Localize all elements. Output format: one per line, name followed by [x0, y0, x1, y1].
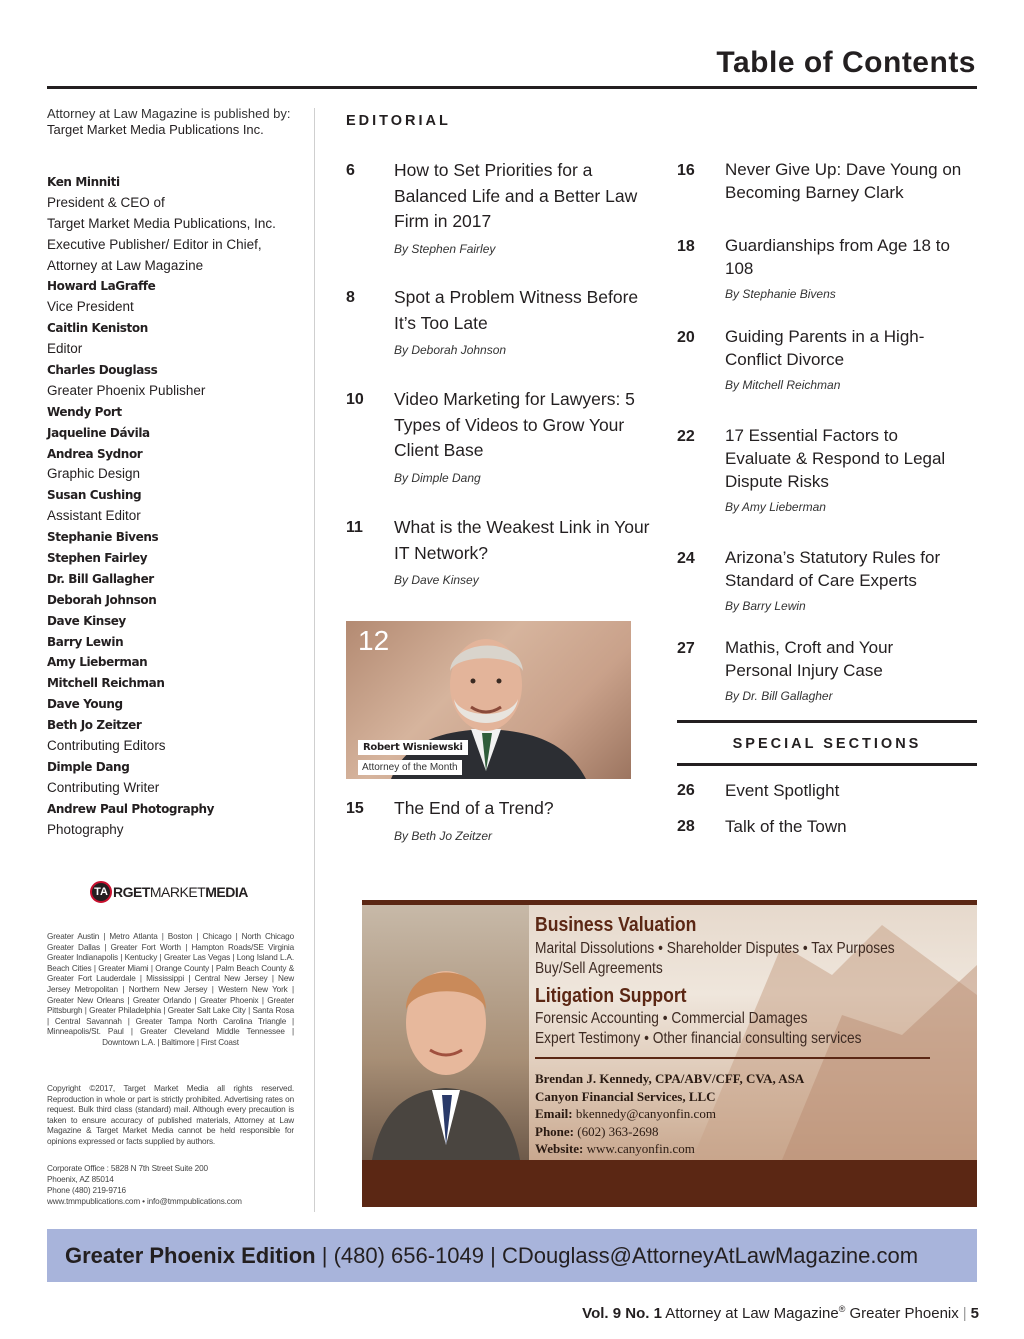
banner-edition: Greater Phoenix Edition	[65, 1243, 316, 1268]
staff-name: Stephanie Bivens	[47, 530, 159, 545]
toc-title-line: Evaluate & Respond to Legal	[725, 449, 946, 468]
toc-title	[725, 636, 985, 682]
ad-contact-company: Canyon Financial Services, LLC	[535, 1088, 716, 1104]
special-title: Event Spotlight	[725, 781, 840, 800]
toc-title-line: Guiding Parents in a High-	[725, 327, 925, 346]
toc-title-line: Types of Videos to Grow Your	[394, 414, 625, 435]
toc-title	[725, 424, 985, 493]
feature-name: Robert Wisniewski	[358, 740, 468, 755]
banner-email[interactable]: CDouglass@AttorneyAtLawMagazine.com	[501, 1243, 919, 1268]
banner-separator-1: |	[315, 1243, 334, 1268]
staff-name: Andrea Sydnor	[47, 446, 143, 461]
staff-name: Ken Minniti	[47, 175, 120, 189]
staff-role: Attorney at Law Magazine	[47, 257, 204, 273]
ad-contact-name: Brendan J. Kennedy, CPA/ABV/CFF, CVA, ASA	[535, 1071, 805, 1086]
special-sections-heading: SPECIAL SECTIONS	[732, 736, 922, 752]
column-divider	[314, 108, 315, 1212]
toc-title-line: 108	[725, 259, 754, 278]
staff-name: Caitlin Keniston	[47, 321, 148, 336]
ad-email-label: Email:	[535, 1106, 573, 1121]
ad-divider	[535, 1057, 930, 1059]
logo-mark: TA	[90, 881, 112, 903]
staff-name: Deborah Johnson	[47, 592, 157, 607]
corporate-office	[47, 1164, 294, 1208]
toc-page-number: 16	[677, 162, 695, 179]
toc-title-line: Dispute Risks	[725, 472, 829, 491]
toc-byline: By Stephanie Bivens	[725, 287, 836, 301]
toc-title	[725, 325, 985, 371]
toc-title-line: Client Base	[394, 440, 484, 460]
special-top-rule	[677, 720, 977, 723]
staff-name: Barry Lewin	[47, 634, 124, 649]
toc-byline: By Dave Kinsey	[394, 573, 479, 587]
special-title: Talk of the Town	[725, 817, 847, 836]
toc-title-line: Spot a Problem Witness Before	[394, 287, 639, 307]
advertiser-portrait	[362, 905, 529, 1160]
ad-heading-litigation: Litigation Support	[535, 985, 687, 1007]
staff-role: Contributing Editors	[47, 738, 166, 754]
copyright-notice: Copyright ©2017, Target Market Media all rights reserved. Reproduction in whole or part is strictly prohibited. Advertising rates on request. Bulk third class (standard) mail. Although every precaution is taken to ensure accuracy of published materials, Attorney at Law Magazine & Target Market Media cannot be held responsible for opinions expressed or facts supplied by authors.	[47, 1084, 294, 1146]
toc-title	[725, 234, 985, 280]
banner-text	[65, 1229, 918, 1282]
toc-title-line: Firm in 2017	[394, 211, 492, 231]
special-page-number: 28	[677, 818, 695, 835]
toc-title-line: Arizona’s Statutory Rules for	[725, 548, 941, 567]
publisher-info	[47, 106, 307, 138]
toc-title	[394, 796, 664, 822]
logo-word-3: MEDIA	[205, 884, 248, 900]
toc-page-number: 11	[346, 519, 363, 536]
edition-banner	[47, 1229, 977, 1282]
footer-magazine: Attorney at Law Magazine	[665, 1305, 839, 1322]
staff-role: Graphic Design	[47, 466, 141, 482]
staff-role: President & CEO of	[47, 194, 165, 210]
toc-page-number: 20	[677, 329, 695, 346]
toc-byline: By Barry Lewin	[725, 599, 806, 613]
toc-title-line: Balanced Life and a Better Law	[394, 185, 638, 206]
toc-title-line: The End of a Trend?	[394, 798, 554, 818]
footer-separator: |	[962, 1305, 967, 1322]
footer-region: Greater Phoenix	[849, 1305, 959, 1322]
staff-name: Susan Cushing	[47, 488, 142, 503]
target-market-media-logo	[90, 878, 248, 906]
toc-title	[725, 546, 985, 592]
staff-name: Stephen Fairley	[47, 551, 148, 566]
toc-byline: By Stephen Fairley	[394, 241, 496, 256]
toc-page-number: 22	[677, 428, 695, 445]
ad-valuation-line-1: Marital Dissolutions • Shareholder Disputes • Tax Purposes	[535, 940, 895, 957]
staff-role: Photography	[47, 821, 124, 837]
staff-name: Dimple Dang	[47, 759, 130, 774]
ad-phone: (602) 363-2698	[577, 1123, 659, 1139]
toc-title-line: Never Give Up: Dave Young on	[725, 160, 962, 179]
staff-name: Dave Kinsey	[47, 613, 126, 628]
toc-page-number: 10	[346, 391, 364, 408]
staff-name: Mitchell Reichman	[47, 676, 165, 691]
toc-title-line: Video Marketing for Lawyers: 5	[394, 389, 635, 409]
logo-word-1: RGET	[113, 884, 150, 900]
ad-contact	[535, 1070, 804, 1158]
staff-role: Editor	[47, 341, 83, 357]
banner-phone: (480) 656-1049	[333, 1243, 485, 1268]
office-web: www.tmmpublications.com • info@tmmpublications.com	[47, 1197, 242, 1206]
toc-page-number: 6	[346, 162, 355, 179]
staff-name: Amy Lieberman	[47, 655, 148, 670]
office-city: Phoenix, AZ 85014	[47, 1175, 114, 1184]
toc-title-line: Guardianships from Age 18 to	[725, 236, 950, 255]
feature-subtitle: Attorney of the Month	[358, 760, 462, 775]
toc-title-line: IT Network?	[394, 542, 489, 563]
staff-role: Vice President	[47, 299, 134, 315]
toc-byline: By Amy Lieberman	[725, 500, 826, 514]
staff-role: Contributing Writer	[47, 779, 160, 795]
special-bottom-rule	[677, 763, 977, 766]
canyon-financial-ad	[362, 900, 977, 1207]
staff-name: Jaqueline Dávila	[47, 425, 150, 440]
toc-title	[725, 158, 985, 204]
toc-byline: By Dr. Bill Gallagher	[725, 689, 833, 703]
advertiser-photo	[362, 905, 529, 1160]
footer-volume: Vol. 9 No. 1	[582, 1305, 662, 1322]
toc-title-line: Mathis, Croft and Your	[725, 638, 894, 657]
page-title: Table of Contents	[716, 46, 976, 79]
toc-byline: By Mitchell Reichman	[725, 378, 841, 392]
markets-list: Greater Austin | Metro Atlanta | Boston | Chicago | North Chicago Greater Dallas | Greater Fort Worth | Hampton Roads/SE Virginia Greater Indianapolis | Kentucky | Greater Las Vegas | Long Island L.A. Beach Cities | Greater Miami | Orange County | Palm Beach County & Greater Fort Lauderdale | Mississippi | Central New Jersey | New Jersey Metropolitan | Northern New Jersey | Western New York | Greater New Orleans | Greater Orlando | Greater Phoenix | Greater Pittsburgh | Greater Philadelphia | Greater Salt Lake City | Santa Rosa | Central Savannah | Greater Tampa North Carolina Triangle | Minneapolis/St. Paul | Greater Cleveland Middle Tennessee | Downtown L.A. | Baltimore | First Coast	[47, 932, 294, 1047]
publisher-intro: Attorney at Law Magazine is published by:	[47, 106, 291, 121]
toc-title-line: How to Set Priorities for a	[394, 160, 593, 180]
staff-name: Andrew Paul Photography	[47, 801, 215, 816]
feature-page-number: 12	[358, 625, 390, 656]
staff-name: Charles Douglass	[47, 363, 158, 378]
staff-name: Dave Young	[47, 697, 123, 712]
toc-title	[394, 387, 664, 464]
ad-heading-valuation: Business Valuation	[535, 914, 697, 936]
toc-byline: By Beth Jo Zeitzer	[394, 828, 493, 843]
toc-byline: By Dimple Dang	[394, 470, 481, 485]
toc-page-number: 27	[677, 640, 695, 657]
toc-page-number: 24	[677, 550, 695, 567]
toc-title	[394, 515, 664, 566]
staff-role: Greater Phoenix Publisher	[47, 382, 206, 398]
ad-email[interactable]: bkennedy@canyonfin.com	[575, 1106, 716, 1121]
page-footer	[582, 1304, 979, 1322]
staff-name: Beth Jo Zeitzer	[47, 718, 142, 733]
toc-page-number: 18	[677, 238, 695, 255]
special-page-number: 26	[677, 782, 695, 799]
staff-name: Dr. Bill Gallagher	[47, 571, 154, 586]
staff-name: Howard LaGraffe	[47, 279, 156, 294]
staff-role: Assistant Editor	[47, 508, 141, 524]
banner-separator-2: |	[484, 1243, 502, 1268]
logo-word-2: MARKET	[149, 884, 206, 900]
toc-page-number: 8	[346, 289, 355, 306]
toc-title-line: Personal Injury Case	[725, 661, 883, 680]
toc-title-line: Becoming Barney Clark	[725, 183, 904, 202]
editorial-heading: EDITORIAL	[346, 113, 451, 129]
publisher-company: Target Market Media Publications Inc.	[47, 122, 264, 137]
toc-title	[394, 285, 664, 336]
ad-valuation-line-2: Buy/Sell Agreements	[535, 960, 663, 977]
ad-litigation-line-1: Forensic Accounting • Commercial Damages	[535, 1010, 808, 1027]
office-address: Corporate Office : 5828 N 7th Street Suite 200	[47, 1164, 208, 1173]
toc-title-line: Conflict Divorce	[725, 350, 845, 369]
staff-name: Wendy Port	[47, 404, 122, 419]
toc-title-line: 17 Essential Factors to	[725, 426, 898, 445]
toc-byline: By Deborah Johnson	[394, 343, 507, 357]
staff-role: Target Market Media Publications, Inc.	[47, 215, 276, 231]
ad-litigation-line-2: Expert Testimony • Other financial consulting services	[535, 1030, 862, 1047]
toc-title-line: Standard of Care Experts	[725, 571, 917, 590]
ad-phone-label: Phone:	[535, 1123, 574, 1139]
page-number: 5	[970, 1305, 979, 1322]
ad-web-label: Website:	[535, 1141, 584, 1156]
toc-page-number: 15	[346, 800, 364, 817]
toc-title	[394, 158, 664, 235]
attorney-of-month-photo	[346, 621, 631, 779]
staff-list	[47, 172, 307, 841]
title-rule	[47, 86, 977, 89]
ad-website[interactable]: www.canyonfin.com	[586, 1141, 695, 1156]
toc-title-line: What is the Weakest Link in Your	[394, 517, 650, 537]
staff-role: Executive Publisher/ Editor in Chief,	[47, 236, 262, 252]
footer-registered: ®	[838, 1304, 846, 1314]
office-phone: Phone (480) 219-9716	[47, 1186, 126, 1195]
toc-title-line: It’s Too Late	[394, 312, 488, 333]
